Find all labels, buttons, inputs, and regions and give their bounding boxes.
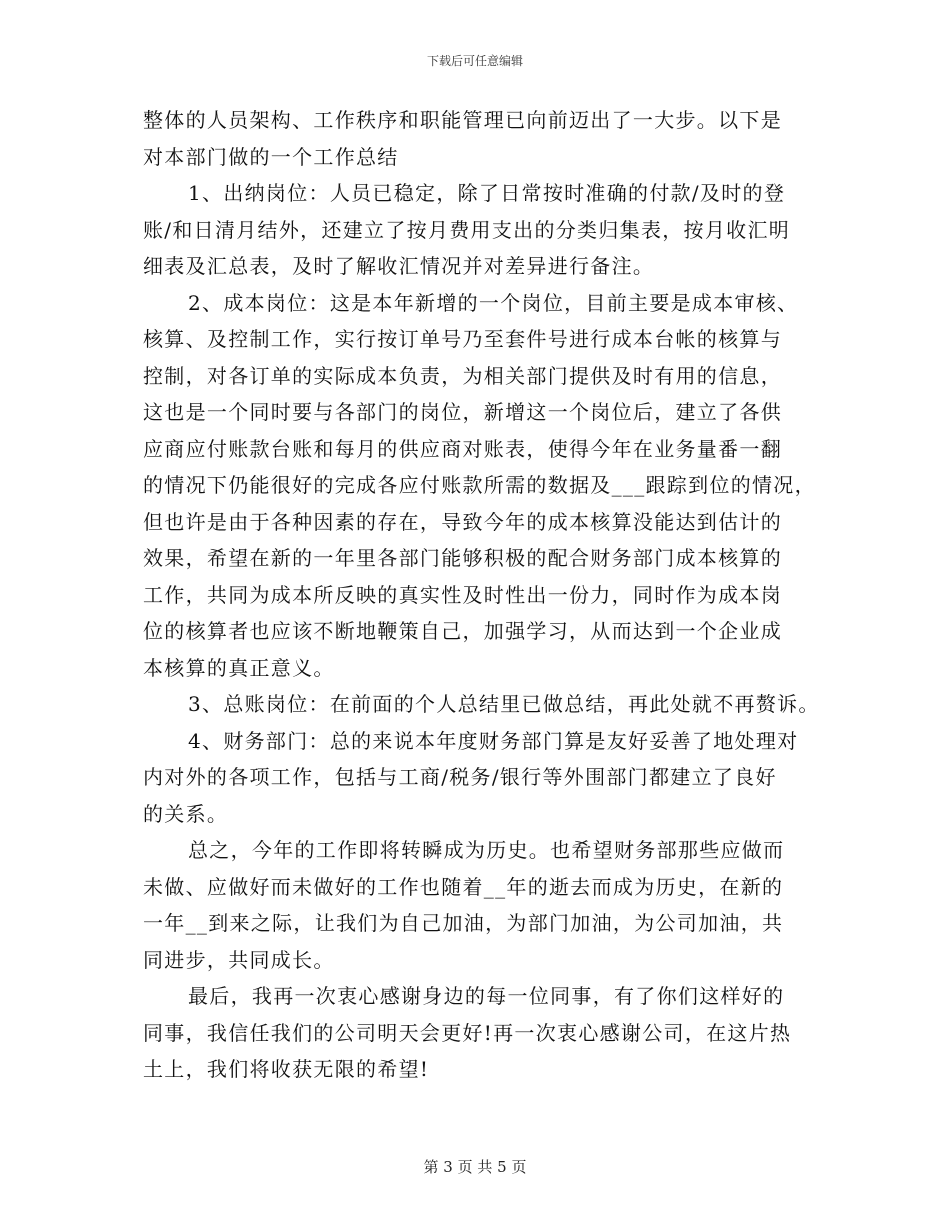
text-line: 的关系。 xyxy=(143,801,229,826)
text-line: 3、总账岗位：在前面的个人总结里已做总结，再此处就不再赘诉。 xyxy=(188,692,820,716)
text-line: 1、出纳岗位：人员已稳定，除了日常按时准确的付款/及时的登 xyxy=(188,181,786,205)
text-line: 这也是一个同时要与各部门的岗位，新增这一个岗位后，建立了各供 xyxy=(143,400,782,424)
text-line: 的情况下仍能很好的完成各应付账款所需的数据及___跟踪到位的情况， xyxy=(143,473,816,497)
text-line: 本核算的真正意义。 xyxy=(143,655,335,680)
text-line: 核算、及控制工作，实行按订单号乃至套件号进行成本台帐的核算与 xyxy=(143,327,782,351)
text-line: 对本部门做的一个工作总结 xyxy=(143,144,399,169)
text-line: 土上，我们将收获无限的希望! xyxy=(143,1057,430,1081)
text-line: 但也许是由于各种因素的存在，导致今年的成本核算没能达到估计的 xyxy=(143,509,782,534)
text-line: 效果，希望在新的一年里各部门能够积极的配合财务部门成本核算的 xyxy=(143,546,782,570)
text-line: 工作，共同为成本所反映的真实性及时性出一份力，同时作为成本岗 xyxy=(143,582,782,607)
text-line: 细表及汇总表，及时了解收汇情况并对差异进行备注。 xyxy=(143,254,655,278)
text-line: 未做、应做好而未做好的工作也随着__年的逝去而成为历史，在新的 xyxy=(143,874,784,899)
text-line: 账/和日清月结外，还建立了按月费用支出的分类归集表，按月收汇明 xyxy=(143,217,791,242)
document-body xyxy=(143,102,823,1088)
text-line: 总之，今年的工作即将转瞬成为历史。也希望财务部那些应做而 xyxy=(188,838,785,862)
page-footer: 第 3 页 共 5 页 xyxy=(423,1158,527,1176)
text-line: 同进步，共同成长。 xyxy=(143,947,335,972)
text-line: 位的核算者也应该不断地鞭策自己，加强学习，从而达到一个企业成 xyxy=(143,619,782,643)
text-line: 应商应付账款台账和每月的供应商对账表，使得今年在业务量番一翻 xyxy=(143,436,782,461)
text-line: 同事，我信任我们的公司明天会更好!再一次衷心感谢公司，在这片热 xyxy=(143,1020,792,1045)
page-header: 下载后可任意编辑 xyxy=(426,54,523,68)
text-line: 整体的人员架构、工作秩序和职能管理已向前迈出了一大步。以下是 xyxy=(143,108,782,132)
text-line: 2、成本岗位：这是本年新增的一个岗位，目前主要是成本审核、 xyxy=(188,290,799,315)
text-line: 4、财务部门：总的来说本年度财务部门算是友好妥善了地处理对 xyxy=(188,728,799,753)
text-line: 内对外的各项工作，包括与工商/税务/银行等外围部门都建立了良好 xyxy=(143,765,777,789)
text-line: 控制，对各订单的实际成本负责，为相关部门提供及时有用的信息， xyxy=(143,363,782,388)
text-line: 一年__到来之际，让我们为自己加油，为部门加油，为公司加油，共 xyxy=(143,911,784,935)
text-line: 最后，我再一次衷心感谢身边的每一位同事，有了你们这样好的 xyxy=(188,984,785,1008)
